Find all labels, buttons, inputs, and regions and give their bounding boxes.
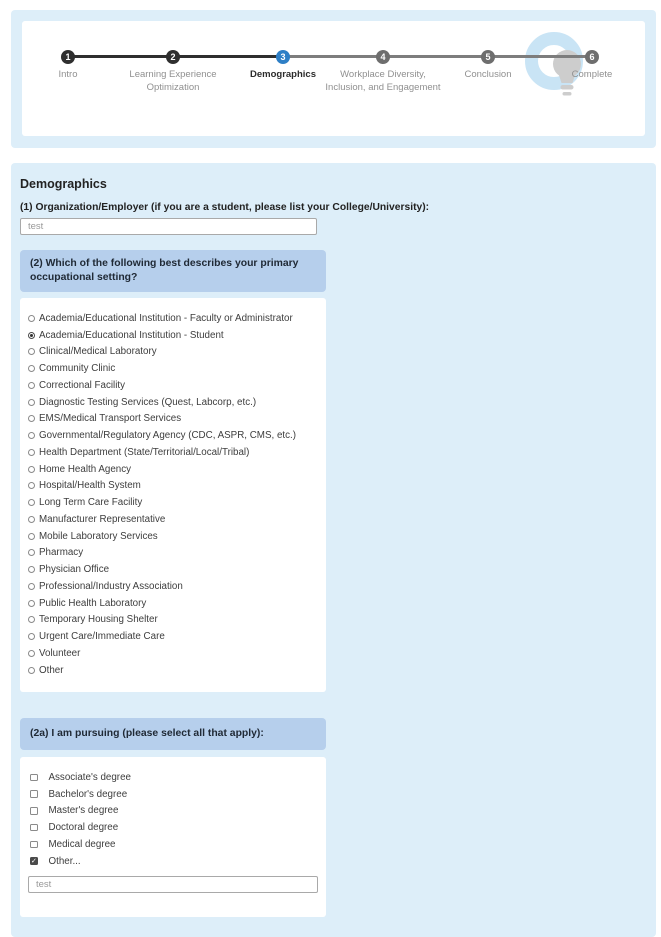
radio-option-label: Manufacturer Representative <box>39 513 166 525</box>
radio-option-label: Other <box>39 664 64 676</box>
radio-option-label: Correctional Facility <box>39 379 126 391</box>
radio-option-label: Community Clinic <box>39 363 116 375</box>
radio-icon[interactable] <box>28 516 35 523</box>
other-degree-input[interactable] <box>28 876 318 893</box>
step-label: Workplace Diversity, Inclusion, and Engagement <box>325 69 441 93</box>
radio-option-row[interactable] <box>28 411 326 428</box>
radio-icon[interactable] <box>28 466 35 473</box>
radio-option-row[interactable] <box>28 394 326 411</box>
radio-option-label: Academia/Educational Institution - Student <box>39 329 224 341</box>
radio-option-label: Governmental/Regulatory Agency (CDC, ASPR, CMS, etc.) <box>39 430 296 442</box>
radio-option-label: Long Term Care Facility <box>39 497 143 509</box>
radio-icon[interactable] <box>28 533 35 540</box>
step-label: Conclusion <box>464 69 512 80</box>
radio-icon[interactable] <box>28 499 35 506</box>
checkbox-option-label: Associate's degree <box>48 771 131 783</box>
radio-option-label: Temporary Housing Shelter <box>39 614 158 626</box>
radio-option-label: EMS/Medical Transport Services <box>39 413 182 425</box>
checkbox-option-label: Medical degree <box>48 838 116 850</box>
radio-option-label: Health Department (State/Territorial/Local/Tribal) <box>39 446 250 458</box>
radio-icon[interactable] <box>28 332 35 339</box>
checkbox-option-row[interactable] <box>30 836 326 853</box>
radio-option-label: Physician Office <box>39 564 110 576</box>
checkbox-icon[interactable] <box>30 774 38 782</box>
radio-icon[interactable] <box>28 650 35 657</box>
radio-option-row[interactable] <box>28 478 326 495</box>
radio-option-label: Professional/Industry Association <box>39 580 183 592</box>
step-label: Learning Experience Optimization <box>129 69 217 93</box>
step-label: Intro <box>58 69 78 80</box>
radio-option-row[interactable] <box>28 545 326 562</box>
radio-icon[interactable] <box>28 415 35 422</box>
radio-option-label: Volunteer <box>39 647 81 659</box>
checkbox-option-label: Doctoral degree <box>48 822 119 834</box>
radio-option-label: Clinical/Medical Laboratory <box>39 346 157 358</box>
radio-icon[interactable] <box>28 348 35 355</box>
checkbox-option-row[interactable] <box>30 803 326 820</box>
page-title: Demographics <box>20 177 107 191</box>
organization-input[interactable] <box>20 218 317 235</box>
checkbox-icon[interactable] <box>30 807 38 815</box>
radio-icon[interactable] <box>28 315 35 322</box>
radio-option-row[interactable] <box>28 578 326 595</box>
step-number-badge: 6 <box>585 50 599 64</box>
checkbox-option-row[interactable] <box>30 819 326 836</box>
radio-icon[interactable] <box>28 600 35 607</box>
checkbox-icon[interactable]: ✓ <box>31 858 37 866</box>
radio-option-label: Urgent Care/Immediate Care <box>39 631 165 643</box>
radio-option-row[interactable] <box>28 461 326 478</box>
step-number-badge: 2 <box>166 50 180 64</box>
radio-icon[interactable] <box>28 482 35 489</box>
radio-option-row[interactable] <box>28 628 326 645</box>
radio-icon[interactable] <box>28 399 35 406</box>
radio-option-row[interactable] <box>28 662 326 679</box>
radio-option-label: Academia/Educational Institution - Faculty or Administrator <box>39 312 293 324</box>
radio-option-label: Home Health Agency <box>39 463 132 475</box>
radio-icon[interactable] <box>28 566 35 573</box>
step-number-badge: 5 <box>481 50 495 64</box>
radio-option-row[interactable] <box>28 561 326 578</box>
radio-option-row[interactable] <box>28 310 326 327</box>
checkbox-icon[interactable] <box>30 790 38 798</box>
radio-icon[interactable] <box>28 382 35 389</box>
radio-option-row[interactable] <box>28 612 326 629</box>
checkbox-icon[interactable] <box>30 841 38 849</box>
radio-option-label: Hospital/Health System <box>39 480 141 492</box>
stepper-band <box>11 10 656 148</box>
radio-icon[interactable] <box>28 583 35 590</box>
step-number-badge: 3 <box>276 50 290 64</box>
radio-option-row[interactable] <box>28 511 326 528</box>
radio-option-row[interactable] <box>28 327 326 344</box>
question2a-header: (2a) I am pursuing (please select all that apply): <box>20 718 326 750</box>
radio-option-row[interactable] <box>28 595 326 612</box>
radio-option-row[interactable] <box>28 528 326 545</box>
radio-option-row[interactable] <box>28 360 326 377</box>
survey-content-section <box>11 163 656 937</box>
step-label: Demographics <box>250 69 316 80</box>
question2-options-card <box>20 298 326 692</box>
question2a-options-card <box>20 757 326 917</box>
question2-header: (2) Which of the following best describes your primary occupational setting? <box>20 250 326 292</box>
checkbox-option-row[interactable] <box>30 786 326 803</box>
radio-icon[interactable] <box>28 365 35 372</box>
radio-option-row[interactable] <box>28 645 326 662</box>
radio-option-row[interactable] <box>28 344 326 361</box>
checkbox-option-label: Other... <box>48 855 81 867</box>
radio-option-label: Pharmacy <box>39 547 84 559</box>
radio-icon[interactable] <box>28 616 35 623</box>
radio-option-label: Public Health Laboratory <box>39 597 147 609</box>
radio-icon[interactable] <box>28 432 35 439</box>
radio-icon[interactable] <box>28 449 35 456</box>
radio-option-row[interactable] <box>28 377 326 394</box>
radio-option-row[interactable] <box>28 494 326 511</box>
stepper-card <box>22 21 645 136</box>
radio-icon[interactable] <box>28 633 35 640</box>
step-number-badge: 1 <box>61 50 75 64</box>
checkbox-option-row[interactable] <box>30 853 326 870</box>
checkbox-option-row[interactable] <box>30 769 326 786</box>
checkbox-icon[interactable] <box>30 824 38 832</box>
step-label: Complete <box>571 69 613 80</box>
radio-option-row[interactable] <box>28 444 326 461</box>
radio-option-label: Mobile Laboratory Services <box>39 530 158 542</box>
radio-icon[interactable] <box>28 667 35 674</box>
step-number-badge: 4 <box>376 50 390 64</box>
radio-option-label: Diagnostic Testing Services (Quest, Labcorp, etc.) <box>39 396 257 408</box>
radio-icon[interactable] <box>28 549 35 556</box>
progress-line-upcoming <box>283 55 592 58</box>
checkbox-option-label: Master's degree <box>48 805 119 817</box>
question1-label: (1) Organization/Employer (if you are a student, please list your College/University): <box>20 202 430 213</box>
radio-option-row[interactable] <box>28 427 326 444</box>
checkbox-option-label: Bachelor's degree <box>48 788 128 800</box>
